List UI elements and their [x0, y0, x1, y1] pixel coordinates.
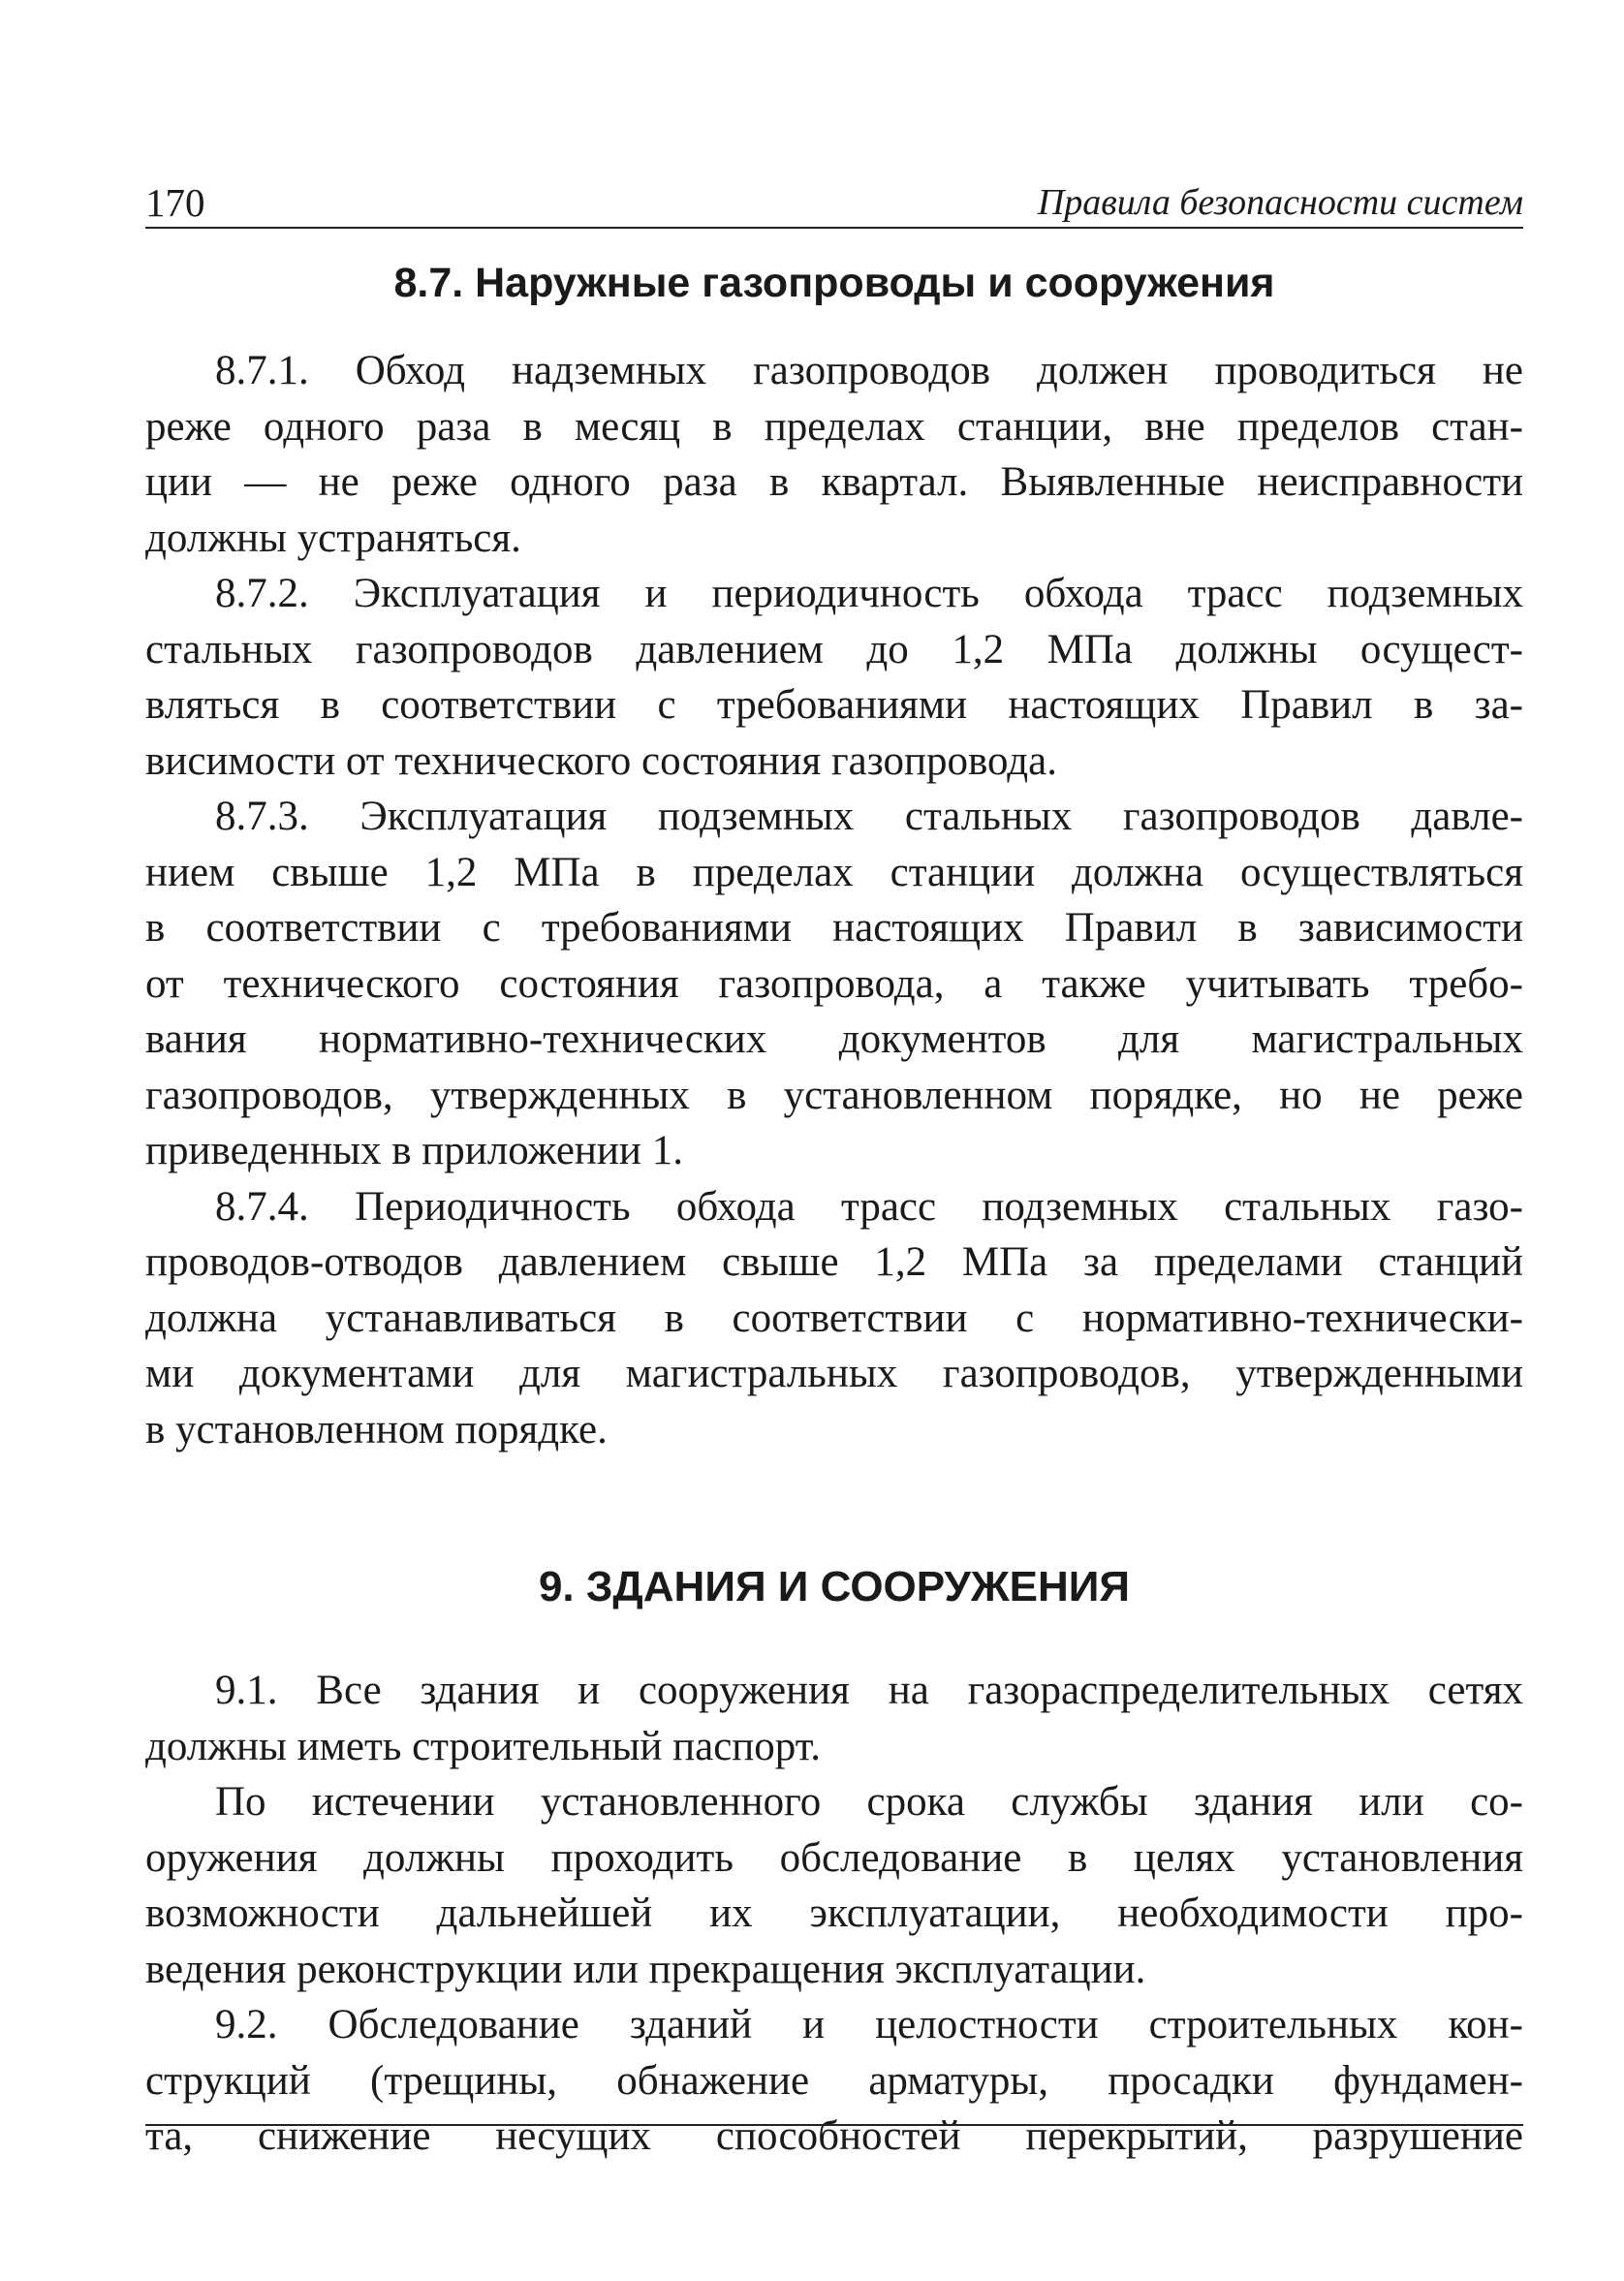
- text-line: ведения реконструкции или прекращения эксплуатации.: [145, 1946, 1146, 1992]
- book-page: [145, 172, 1523, 2165]
- paragraph: [145, 1997, 1523, 2165]
- text-line: та, снижение несущих способностей перекрытий, разрушение: [145, 2113, 1523, 2159]
- running-header: [145, 172, 1523, 229]
- text-line: висимости от технического состояния газопровода.: [145, 737, 1057, 784]
- text-line: должна устанавливаться в соответствии с нормативно-технически-: [145, 1295, 1523, 1341]
- chapter-9-body: [145, 1663, 1523, 2165]
- section-8-7-body: [145, 343, 1523, 1457]
- text-line: вляться в соответствии с требованиями настоящих Правил в за-: [145, 682, 1523, 728]
- text-line: в установленном порядке.: [145, 1406, 608, 1453]
- text-line: 9.2. Обследование зданий и целостности строительных кон-: [215, 2002, 1523, 2047]
- text-line: По истечении установленного срока службы здания или со-: [215, 1779, 1523, 1825]
- text-line: струкций (трещины, обнажение арматуры, просадки фундамен-: [145, 2057, 1523, 2104]
- text-line: стальных газопроводов давлением до 1,2 МПа должны осущест-: [145, 626, 1523, 672]
- text-line: 8.7.2. Эксплуатация и периодичность обхода трасс подземных: [215, 571, 1523, 616]
- running-title: Правила безопасности систем: [1037, 182, 1523, 223]
- text-line: вания нормативно-технических документов для магистральных: [145, 1016, 1523, 1062]
- text-line: 8.7.4. Периодичность обхода трасс подземных стальных газо-: [215, 1183, 1523, 1230]
- text-line: газопроводов, утвержденных в установленном порядке, но не реже: [145, 1072, 1523, 1118]
- text-line: приведенных в приложении 1.: [145, 1128, 683, 1173]
- paragraph: [145, 1774, 1523, 1997]
- text-line: от технического состояния газопровода, а также учитывать требо-: [145, 960, 1523, 1007]
- text-line: должны устраняться.: [145, 515, 521, 561]
- paragraph: [145, 343, 1523, 566]
- text-line: оружения должны проходить обследование в целях установления: [145, 1834, 1523, 1881]
- text-line: 9.1. Все здания и сооружения на газораспределительных сетях: [215, 1668, 1523, 1713]
- text-line: возможности дальнейшей их эксплуатации, необходимости про-: [145, 1890, 1523, 1936]
- text-line: реже одного раза в месяц в пределах станции, вне пределов стан-: [145, 403, 1523, 450]
- bottom-rule: [145, 2124, 1523, 2126]
- paragraph: [145, 789, 1523, 1179]
- paragraph: [145, 1663, 1523, 1774]
- section-title-8-7: 8.7. Наружные газопроводы и сооружения: [393, 260, 1275, 306]
- text-line: проводов-отводов давлением свыше 1,2 МПа за пределами станций: [145, 1239, 1523, 1285]
- page-number: 170: [145, 180, 205, 225]
- chapter-title-9: 9. ЗДАНИЯ И СООРУЖЕНИЯ: [538, 1563, 1131, 1610]
- text-line: ми документами для магистральных газопроводов, утвержденными: [145, 1351, 1523, 1396]
- text-line: нием свыше 1,2 МПа в пределах станции должна осуществляться: [145, 849, 1523, 895]
- text-line: ции — не реже одного раза в квартал. Выявленные неисправности: [145, 459, 1523, 505]
- paragraph: [145, 1179, 1523, 1458]
- text-line: 8.7.3. Эксплуатация подземных стальных газопроводов давле-: [215, 794, 1523, 839]
- text-line: в соответствии с требованиями настоящих Правил в зависимости: [145, 905, 1523, 951]
- paragraph: [145, 566, 1523, 789]
- text-line: 8.7.1. Обход надземных газопроводов должен проводиться не: [215, 348, 1523, 393]
- text-line: должны иметь строительный паспорт.: [145, 1723, 822, 1769]
